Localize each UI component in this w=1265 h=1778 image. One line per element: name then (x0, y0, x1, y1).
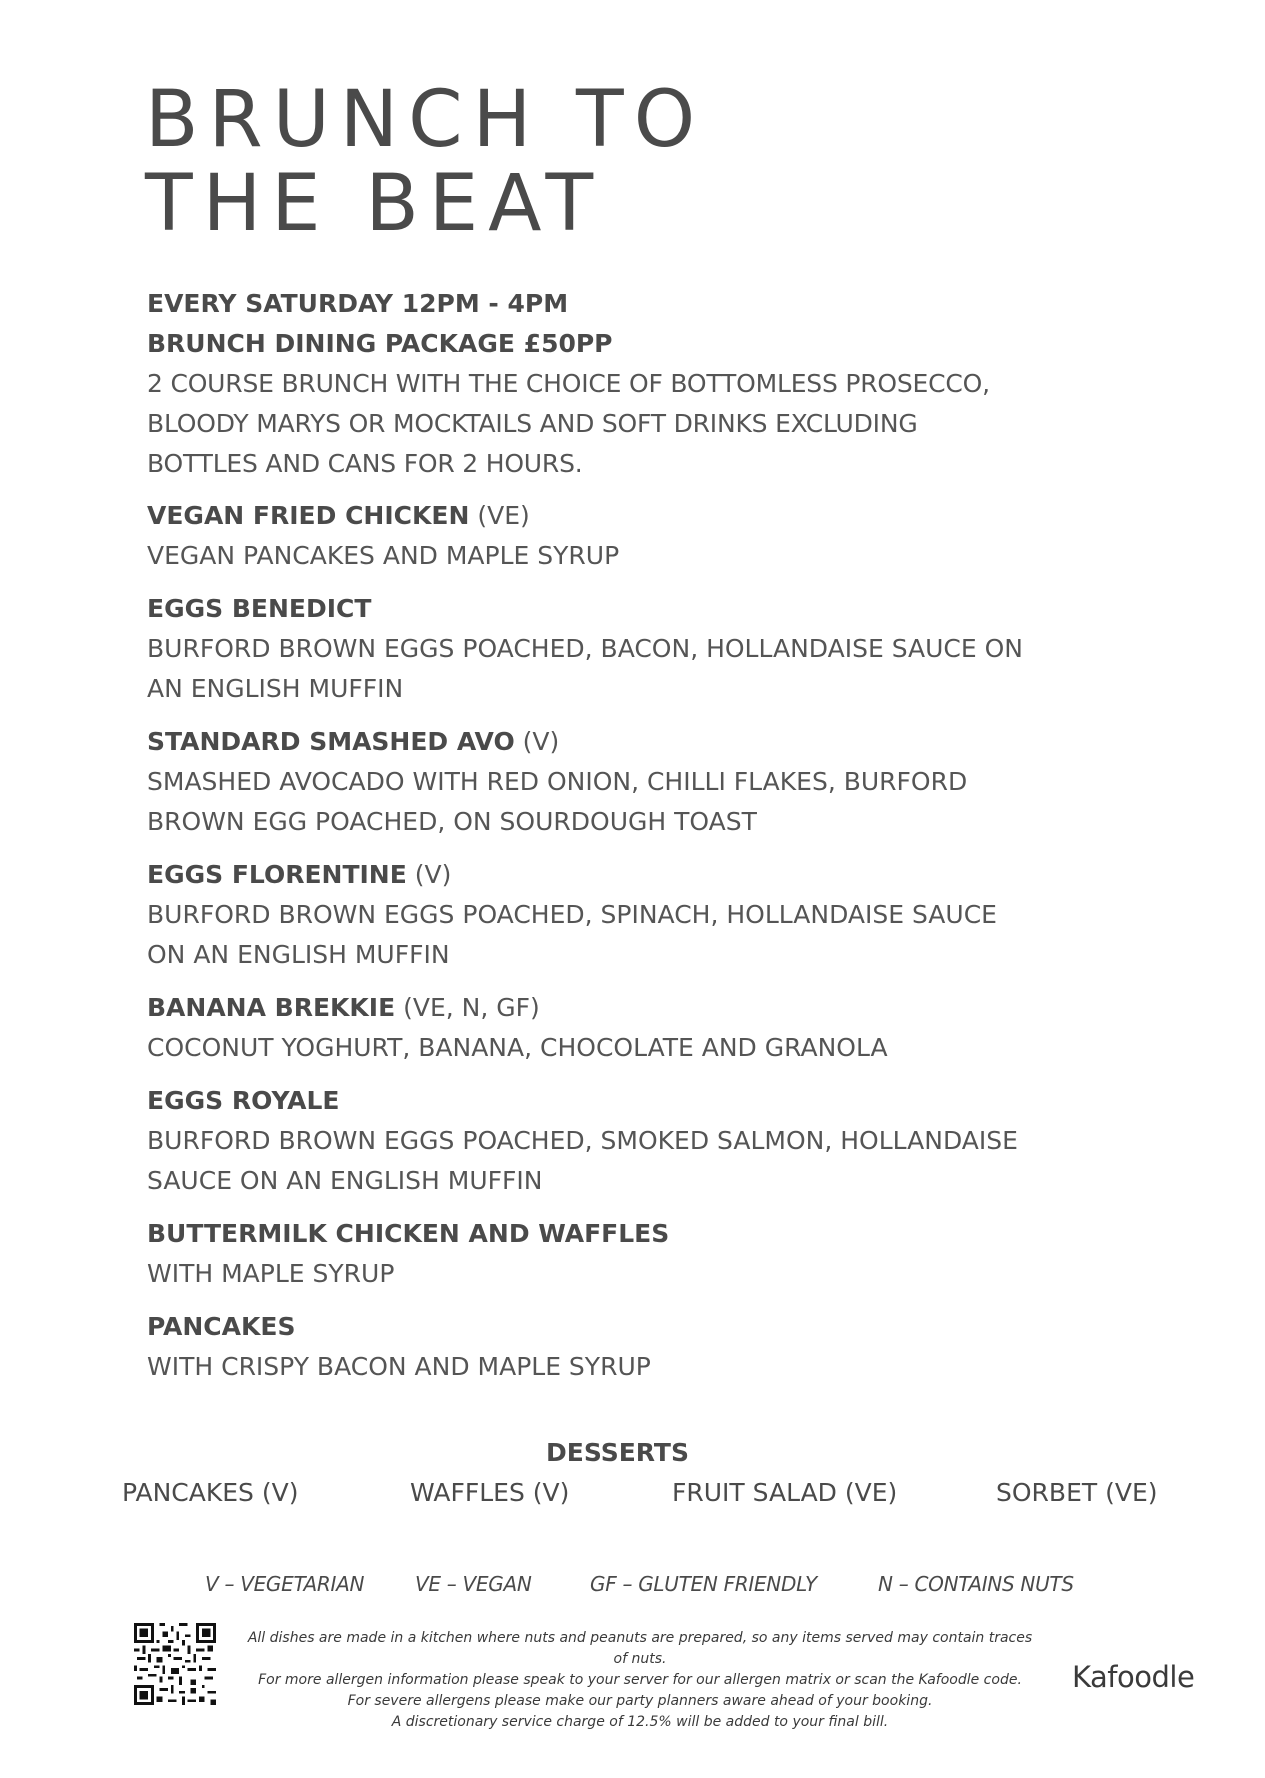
menu-title-line-2: THE BEAT (145, 159, 604, 249)
menu-item-desc: VEGAN PANCAKES AND MAPLE SYRUP (147, 541, 620, 570)
dessert-item: SORBET (VE) (996, 1478, 1158, 1507)
dessert-item: FRUIT SALAD (VE) (672, 1478, 898, 1507)
menu-item-desc: BROWN EGG POACHED, ON SOURDOUGH TOAST (147, 807, 757, 836)
footer-line: For severe allergens please make our party planners aware ahead of your booking. (347, 1693, 933, 1709)
menu-item (147, 988, 1107, 1068)
desserts-title: DESSERTS (546, 1438, 689, 1467)
legend-item: GF – GLUTEN FRIENDLY (590, 1572, 817, 1596)
package-details-line: 2 COURSE BRUNCH WITH THE CHOICE OF BOTTOMLESS PROSECCO, (147, 369, 990, 398)
menu-item-name: PANCAKES (147, 1312, 296, 1341)
legend-item: N – CONTAINS NUTS (878, 1572, 1074, 1596)
schedule-text: EVERY SATURDAY 12PM - 4PM (147, 289, 569, 318)
menu-title (145, 75, 706, 249)
footer-line: All dishes are made in a kitchen where nuts and peanuts are prepared, so any items served may contain traces of nuts. (247, 1630, 1033, 1667)
menu-item-name: BUTTERMILK CHICKEN AND WAFFLES (147, 1219, 670, 1248)
kafoodle-logo: Kafoodle (1072, 1660, 1195, 1694)
menu-item-name: EGGS FLORENTINE (147, 860, 407, 889)
menu-item-desc: AN ENGLISH MUFFIN (147, 674, 404, 703)
diet-legend (0, 1572, 1265, 1602)
qr-code-icon[interactable] (134, 1623, 216, 1705)
intro-block (147, 284, 1107, 484)
menu-item-name: BANANA BREKKIE (147, 993, 396, 1022)
footer-line: For more allergen information please speak to your server for our allergen matrix or scan the Kafoodle code. (258, 1672, 1022, 1688)
dessert-item: WAFFLES (V) (410, 1478, 570, 1507)
desserts-row (0, 1473, 1265, 1513)
menu-item-diet: (VE, N, GF) (403, 993, 540, 1022)
menu-item-diet: (VE) (477, 501, 530, 530)
menu-item-desc: WITH MAPLE SYRUP (147, 1259, 395, 1288)
menu-item-diet: (V) (414, 860, 452, 889)
menu-item-desc: COCONUT YOGHURT, BANANA, CHOCOLATE AND GRANOLA (147, 1033, 888, 1062)
menu-item-name: VEGAN FRIED CHICKEN (147, 501, 470, 530)
menu-item-desc: BURFORD BROWN EGGS POACHED, SPINACH, HOLLANDAISE SAUCE (147, 900, 997, 929)
menu-item (147, 1081, 1107, 1201)
footer-line: A discretionary service charge of 12.5% will be added to your final bill. (391, 1714, 889, 1730)
menu-content (147, 284, 1107, 1400)
menu-item (147, 855, 1107, 975)
menu-item-name: EGGS ROYALE (147, 1086, 340, 1115)
menu-item (147, 1214, 1107, 1294)
menu-item-diet: (V) (522, 727, 560, 756)
allergen-footer (240, 1628, 1040, 1733)
menu-item-desc: BURFORD BROWN EGGS POACHED, BACON, HOLLANDAISE SAUCE ON (147, 634, 1024, 663)
menu-item (147, 496, 1107, 576)
menu-item-desc: SMASHED AVOCADO WITH RED ONION, CHILLI FLAKES, BURFORD (147, 767, 968, 796)
package-details-line: BLOODY MARYS OR MOCKTAILS AND SOFT DRINKS EXCLUDING (147, 409, 918, 438)
menu-item (147, 589, 1107, 709)
menu-item-desc: WITH CRISPY BACON AND MAPLE SYRUP (147, 1352, 651, 1381)
menu-item-desc: ON AN ENGLISH MUFFIN (147, 940, 450, 969)
legend-item: VE – VEGAN (415, 1572, 532, 1596)
dessert-item: PANCAKES (V) (122, 1478, 299, 1507)
menu-item-desc: BURFORD BROWN EGGS POACHED, SMOKED SALMON, HOLLANDAISE (147, 1126, 1018, 1155)
menu-item (147, 722, 1107, 842)
package-details-line: BOTTLES AND CANS FOR 2 HOURS. (147, 449, 583, 478)
menu-item-name: EGGS BENEDICT (147, 594, 372, 623)
menu-item-name: STANDARD SMASHED AVO (147, 727, 515, 756)
menu-item (147, 1307, 1107, 1387)
package-text: BRUNCH DINING PACKAGE £50PP (147, 329, 613, 358)
desserts-section (0, 1433, 1265, 1513)
legend-item: V – VEGETARIAN (205, 1572, 365, 1596)
menu-item-desc: SAUCE ON AN ENGLISH MUFFIN (147, 1166, 543, 1195)
menu-title-line-1: BRUNCH TO (145, 75, 706, 165)
